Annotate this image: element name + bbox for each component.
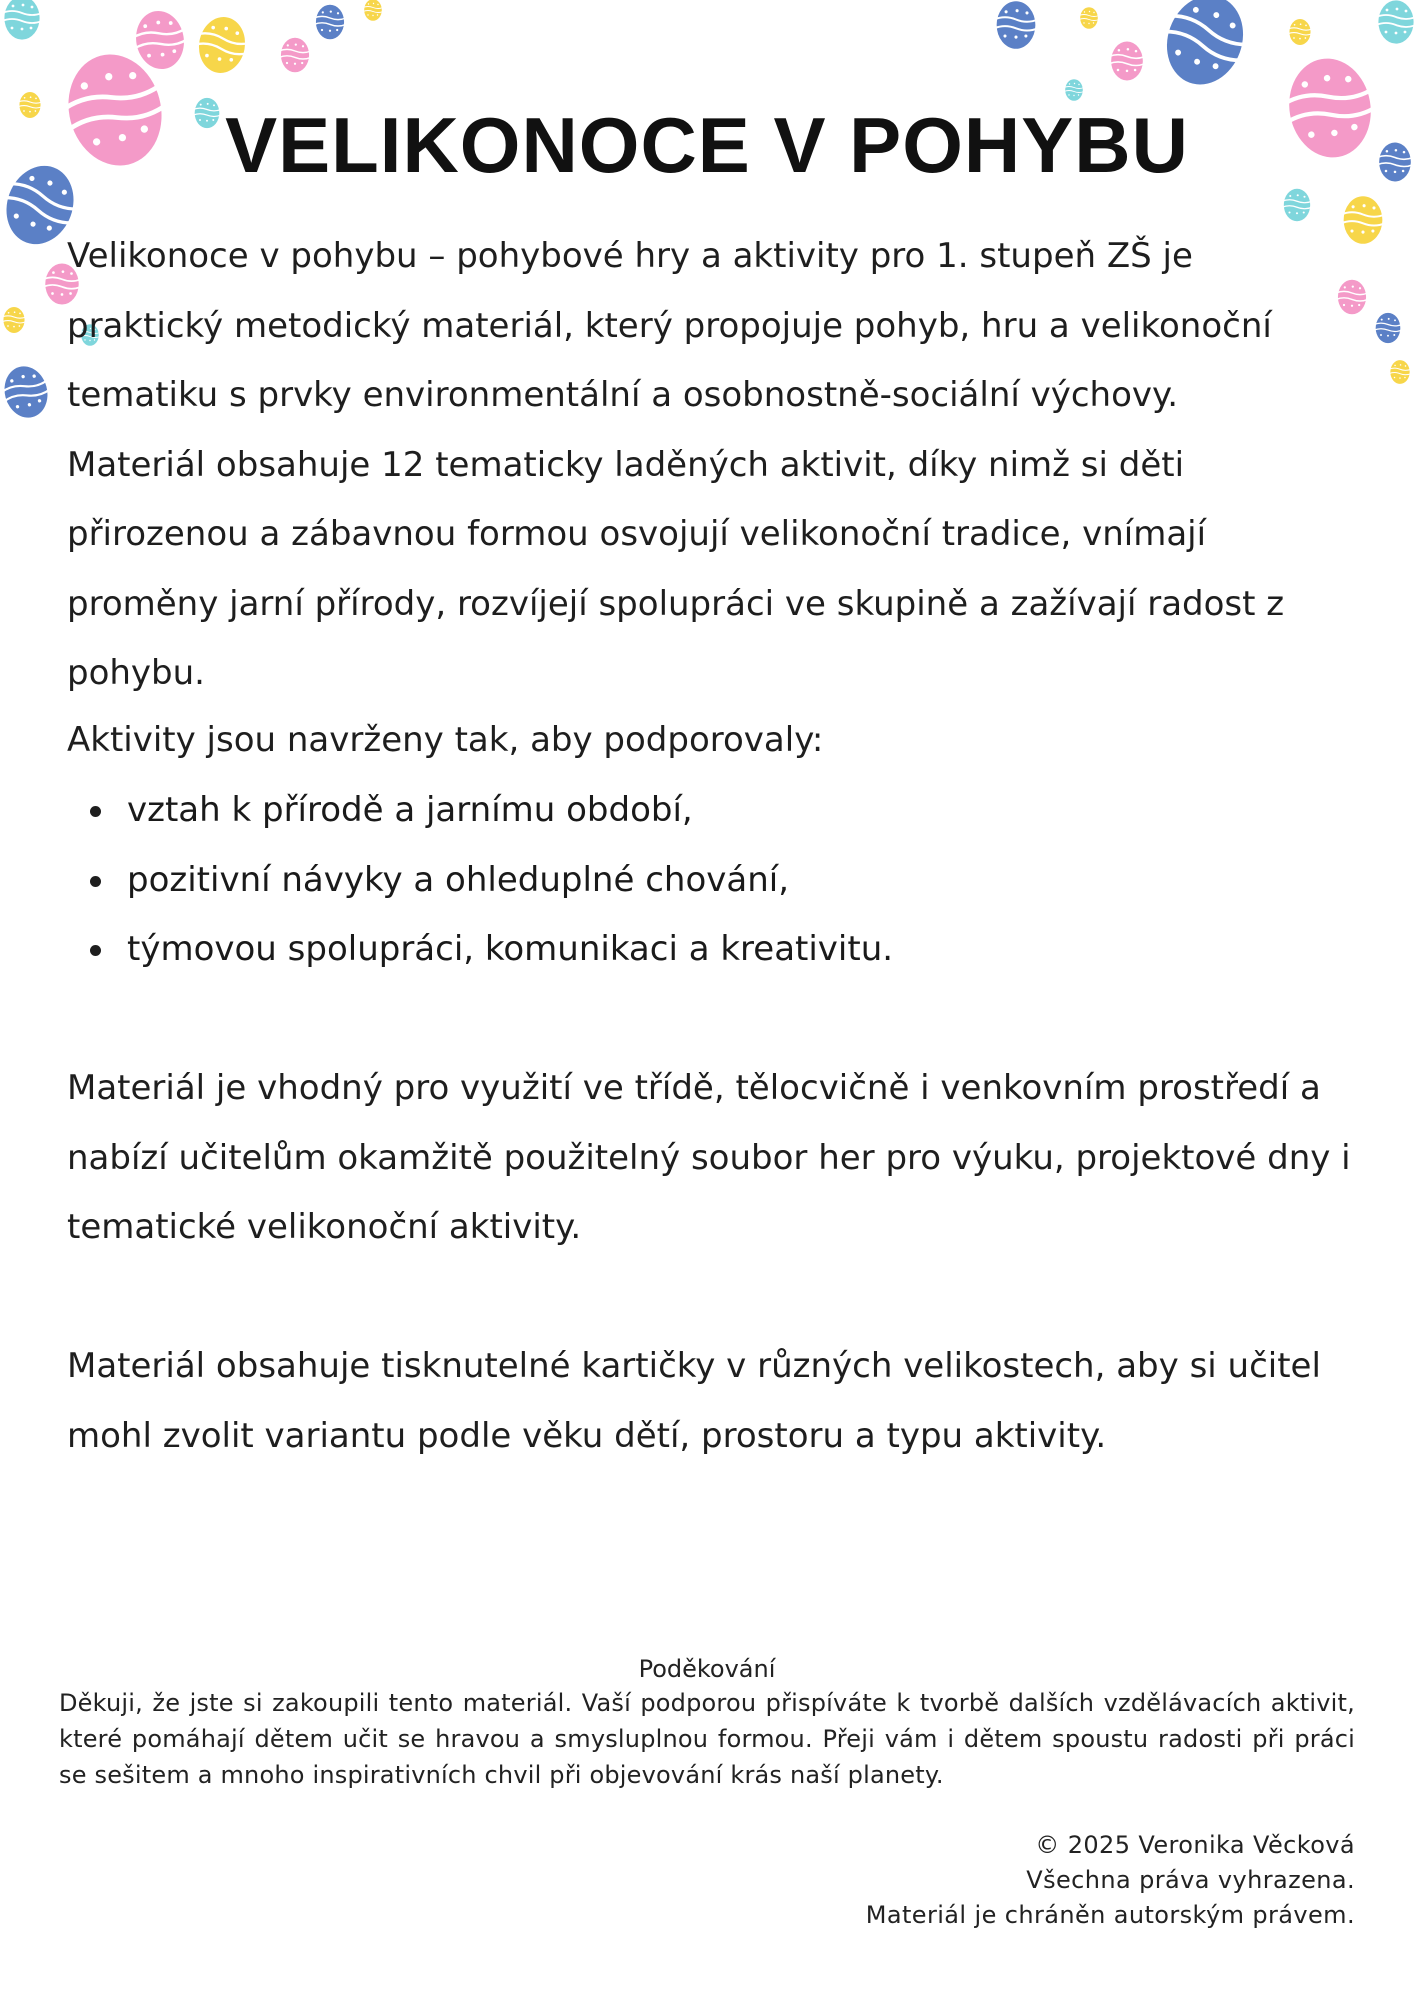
cards-paragraph: Materiál obsahuje tisknutelné kartičky v různých velikostech, aby si učitel mohl zvolit variantu podle věku dětí, prostoru a typu aktivity. [67,1346,1321,1456]
easter-egg-icon [1109,42,1145,81]
easter-egg-icon [363,0,383,21]
copyright-block [866,1828,1355,1933]
rights-line: Všechna práva vyhrazena. [1026,1866,1355,1894]
list-item [127,915,893,985]
usage-paragraph: Materiál je vhodný pro využití ve třídě, tělocvičně i venkovním prostředí a nabízí učitelům okamžitě použitelný soubor her pro výuku, projektové dny i tematické velikonoční aktivity. [67,1068,1351,1247]
easter-egg-icon [1079,7,1099,29]
protection-line: Materiál je chráněn autorským právem. [865,1901,1355,1929]
list-item-text: týmovou spolupráci, komunikaci a kreativitu. [127,929,894,969]
easter-egg-icon [279,38,311,73]
easter-egg-icon [0,361,56,423]
easter-egg-icon [128,7,191,74]
easter-egg-icon [1374,313,1402,343]
bullet-icon [90,806,101,817]
easter-egg-icon [192,13,253,77]
page-title: VELIKONOCE V POHYBU [225,101,1189,189]
easter-egg-icon [2,307,26,333]
list-item-text: pozitivní návyky a ohleduplné chování, [127,859,790,900]
easter-egg-icon [1376,0,1414,43]
cards-section [67,1332,1357,1471]
aims-lead [67,706,1357,776]
aims-lead-text: Aktivity jsou navrženy tak, aby podporovaly: [67,720,824,760]
easter-egg-icon [1389,360,1411,384]
easter-egg-icon [994,1,1038,49]
easter-egg-icon [2,0,42,40]
easter-egg-icon [1288,19,1312,45]
list-item-text: vztah k přírodě a jarnímu období, [127,790,693,830]
thanks-text: Děkuji, že jste si zakoupili tento materiál. Vaší podporou přispíváte k tvorbě dalších vzdělávacích aktivit, které pomáhají dětem učit se hravou a smysluplnou formou. Přeji vám i dětem spoustu radosti při práci se sešitem a mnoho inspirativních chvil při objevování krás naší planety. [59,1689,1355,1789]
usage-section [67,1054,1357,1263]
list-item [127,776,893,846]
bullet-icon [90,945,101,956]
thanks-section [59,1653,1355,1793]
thanks-heading: Poděkování [638,1655,776,1683]
easter-egg-icon [1064,79,1084,101]
list-item [127,846,893,916]
easter-egg-icon [1282,189,1312,221]
copyright-line: © 2025 Veronika Věcková [1035,1831,1355,1859]
bullet-icon [90,876,101,887]
intro-paragraph: Velikonoce v pohybu – pohybové hry a aktivity pro 1. stupeň ZŠ je praktický metodický materiál, který propojuje pohyb, hru a velikonoční tematiku s prvky environmentální a osobnostně-sociální výchovy. [67,236,1272,415]
easter-egg-icon [1150,0,1260,97]
easter-egg-icon [314,5,346,40]
aims-list [67,776,893,985]
contents-paragraph: Materiál obsahuje 12 tematicky laděných aktivit, díky nimž si děti přirozenou a zábavnou formou osvojují velikonoční tradice, vnímají proměny jarní přírody, rozvíjejí spolupráci ve skupině a zažívají radost z pohybu. [67,444,1285,693]
intro-section [67,222,1357,709]
